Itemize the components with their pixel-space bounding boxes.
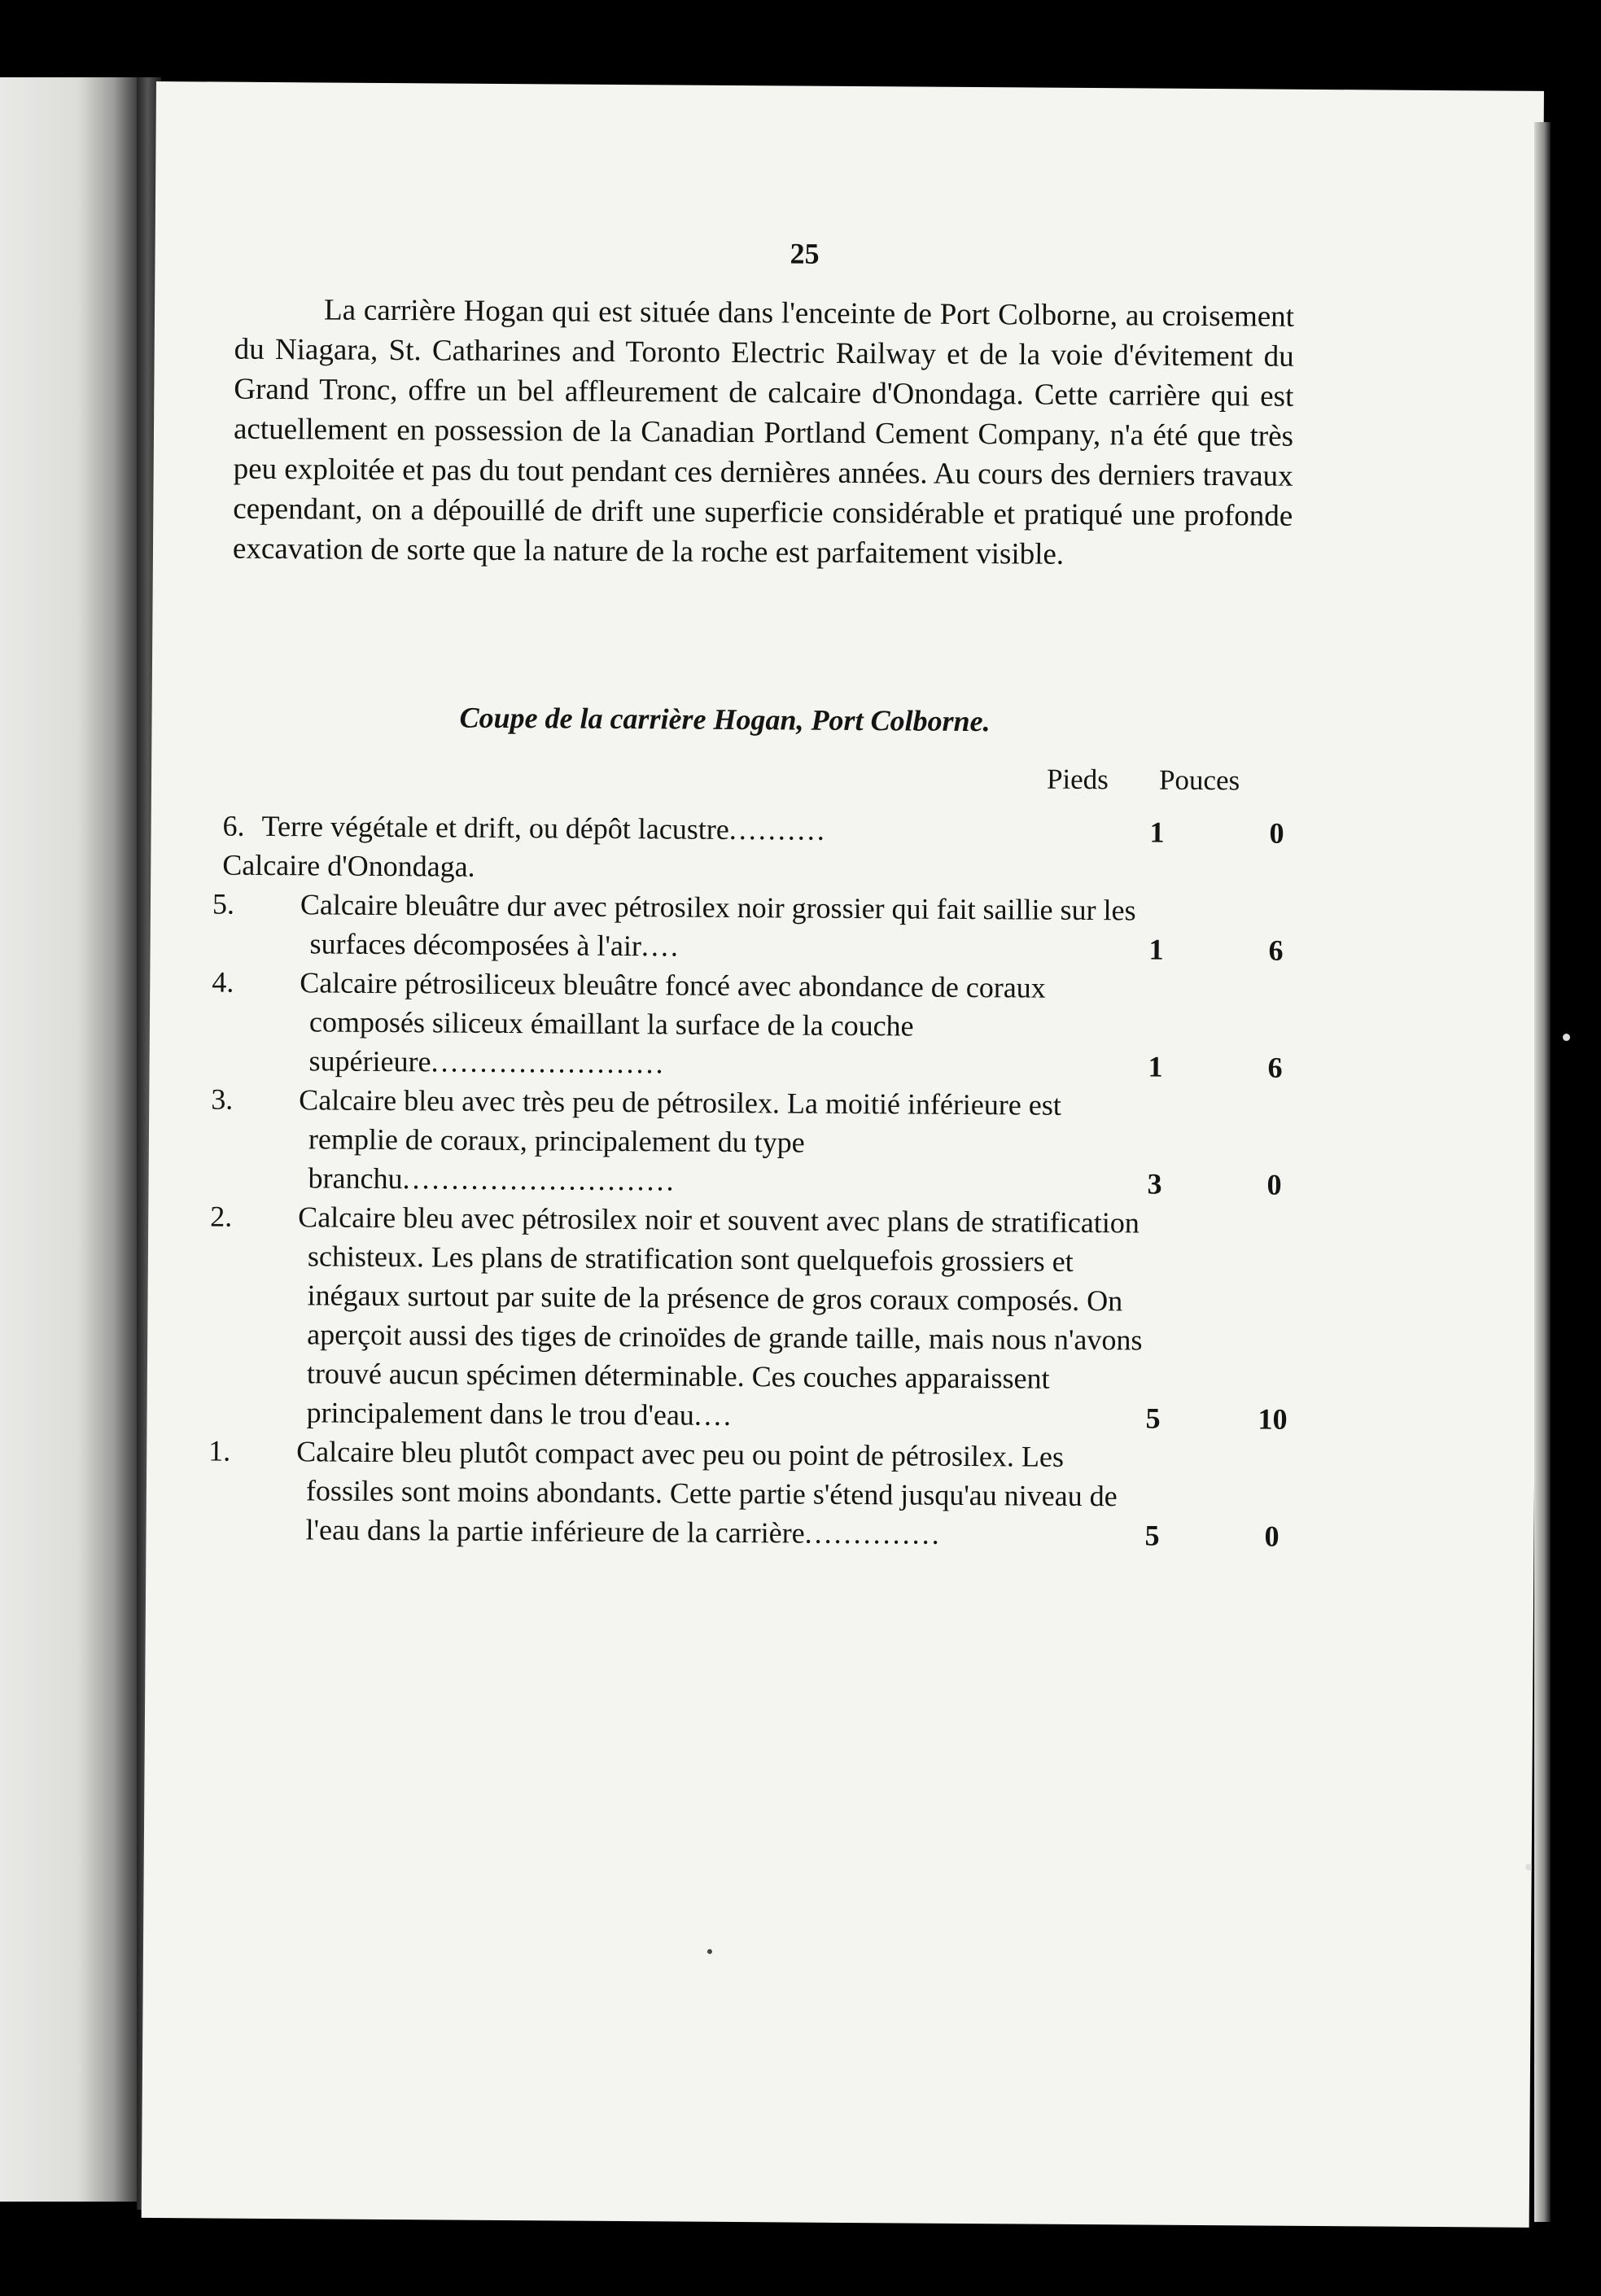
left-page-edge (0, 77, 142, 2202)
page-sheet (142, 81, 1544, 2228)
stratum-pieds: 5 (1144, 1519, 1160, 1552)
stratum-number: 6. (222, 809, 245, 842)
section-title: Coupe de la carrière Hogan, Port Colborne. (459, 701, 991, 738)
formation-caption: Calcaire d'Onondaga. (222, 848, 475, 883)
stratum-text: Calcaire bleu avec pétrosilex noir et souvent avec plans de stratification schisteux. Les plans de stratification sont quelquefois grossiers et inégaux surtout par suite de la présence de gros coraux composés. On aperçoit aussi des tiges de crinoïdes de grande taille, mais nous n'avons trouvé aucun spécimen déterminable. Ces couches apparaissent principalement dans le trou d'eau (298, 1200, 1143, 1432)
stratum-description (212, 963, 1148, 1087)
dot-leader: ........................ (431, 1045, 666, 1080)
stratum-description (212, 885, 1148, 969)
stratum-number: 1. (208, 1434, 231, 1467)
scan-speck (707, 1949, 712, 1954)
stratum-pieds: 1 (1148, 933, 1164, 966)
intro-paragraph: La carrière Hogan qui est située dans l'enceinte de Port Colborne, au croisement du Niagara, St. Catharines and Toronto Electric Railway et de la voie d'évitement du Grand Tronc, offre un bel affleurement de calcaire d'Onondaga. Cette carrière qui est actuellement en possession de la Canadian Portland Cement Company, n'a été que très peu exploitée et pas du tout pendant ces dernières années. Au cours des derniers travaux cependant, on a dépouillé de drift une superficie considérable et pratiqué une profonde excavation de sorte que la nature de la roche est parfaitement visible. (232, 293, 1295, 571)
stratum-pouces: 0 (1269, 816, 1284, 850)
dot-leader: .............. (804, 1516, 942, 1550)
stratum-pouces: 6 (1268, 934, 1284, 967)
stratum-text: Terre végétale et drift, ou dépôt lacustre (261, 809, 729, 846)
stratum-number: 2. (210, 1200, 233, 1233)
stratum-text: Calcaire bleu plutôt compact avec peu ou point de pétrosilex. Les fossiles sont moins abondants. Cette partie s'étend jusqu'au niveau de l'eau dans la partie inférieure de la carrière (296, 1435, 1118, 1550)
stratum-description (208, 1432, 1144, 1555)
scan-speck (1525, 1864, 1532, 1870)
stratum-row-5 (212, 885, 1305, 970)
scan-speck (1563, 1034, 1570, 1041)
stratum-number: 5. (212, 887, 235, 921)
stratum-pieds: 1 (1148, 1050, 1163, 1083)
stratum-description (222, 807, 1061, 851)
stratum-pouces: 0 (1264, 1520, 1279, 1553)
stratum-description (210, 1197, 1146, 1438)
stratum-pieds: 3 (1147, 1167, 1162, 1200)
stratum-description (222, 846, 1061, 890)
stratum-pieds: 5 (1145, 1402, 1161, 1435)
stratum-pouces: 0 (1266, 1168, 1282, 1201)
stratum-number: 3. (211, 1082, 234, 1116)
stratum-pouces: 6 (1267, 1051, 1283, 1084)
stratum-row-4 (212, 963, 1304, 1087)
stratum-row-1 (208, 1432, 1301, 1556)
stratum-text: Calcaire bleu avec très peu de pétrosilex. La moitié inférieure est remplie de coraux, principalement du type branchu (299, 1083, 1061, 1196)
dot-leader: ............................ (402, 1162, 676, 1197)
stratum-text: Calcaire bleuâtre dur avec pétrosilex noir grossier qui fait saillie sur les surfaces décomposées à l'air (300, 888, 1136, 963)
stratum-text: Calcaire pétrosiliceux bleuâtre foncé avec abondance de coraux composés siliceux émaillant la surface de la couche supérieure (300, 966, 1046, 1078)
strata-table (208, 807, 1305, 1556)
right-page-edge (1534, 122, 1551, 2222)
stratum-description (211, 1080, 1147, 1204)
page-number: 25 (790, 237, 820, 270)
stratum-pouces: 10 (1258, 1402, 1288, 1436)
stratum-row-3 (211, 1080, 1303, 1205)
column-header-pouces: Pouces (1158, 763, 1240, 797)
stratum-number: 4. (212, 965, 234, 999)
column-header-pieds: Pieds (1046, 763, 1109, 796)
dot-leader: .... (693, 1398, 734, 1432)
stratum-pieds: 1 (1149, 816, 1165, 849)
dot-leader: .......... (728, 812, 827, 846)
stratum-row-2 (210, 1197, 1302, 1439)
dot-leader: .... (641, 929, 681, 963)
